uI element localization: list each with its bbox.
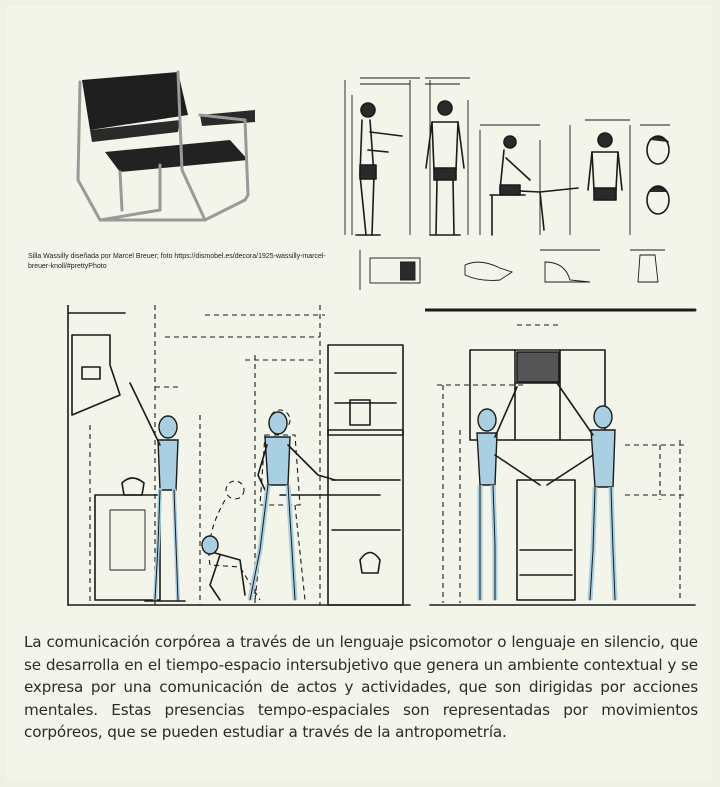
anthropometric-figures-diagram: [340, 70, 690, 300]
wassilly-chair-image: [60, 60, 275, 240]
shelf-reach-drawing: [425, 305, 700, 610]
body-paragraph: La comunicación corpórea a través de un lenguaje psicomotor o lenguaje en silencio, que se desarrolla en el tiempo-espacio intersubjetivo que genera un ambiente contextual y se expresa por una comunicación de actos y actividades, que son dirigidas por acciones mentales. Estas presencias tempo-espaciales son representadas por movimientos corpóreos, que se pueden estudiar a través de la antropometría.: [24, 633, 698, 742]
kitchen-ergonomics-drawing: [60, 305, 420, 610]
figure-caption: Silla Wassilly diseñada por Marcel Breuer; foto https://dismobel.es/decora/1925-wassilly-marcel-breuer-knoll/#prettyPhoto: [28, 253, 326, 270]
